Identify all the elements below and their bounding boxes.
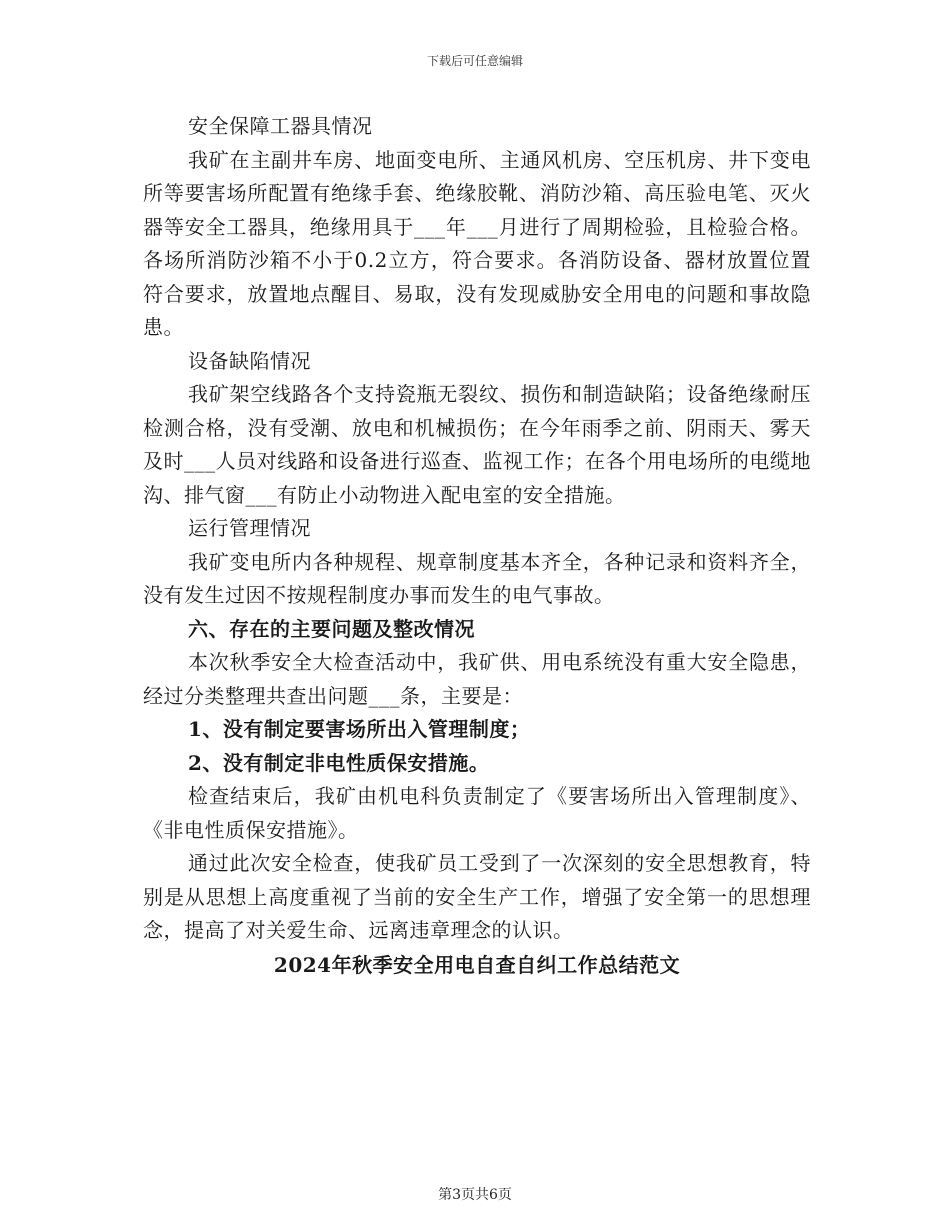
page-number: 第3页共6页	[438, 1187, 512, 1203]
paragraph-conclusion: 通过此次安全检查，使我矿员工受到了一次深刻的安全思想教育，特别是从思想上高度重视了当前的安全生产工作，增强了安全第一的思想理念，提高了对关爱生命、远离违章理念的认识。	[143, 851, 811, 942]
next-document-title: 2024年秋季安全用电自查自纠工作总结范文	[273, 952, 681, 977]
section-heading-problems: 六、存在的主要问题及整改情况	[188, 616, 475, 641]
paragraph-defects-body: 我矿架空线路各个支持瓷瓶无裂纹、损伤和制造缺陷；设备绝缘耐压检测合格，没有受潮、放电和机械损伤；在今年雨季之前、阴雨天、雾天及时___人员对线路和设备进行巡查、监视工作；在各个用电场所的电缆地沟、排气窗___有防止小动物进入配电室的安全措施。	[143, 382, 811, 507]
paragraph-defects-heading: 设备缺陷情况	[188, 348, 311, 373]
paragraph-operation-heading: 运行管理情况	[188, 516, 311, 540]
paragraph-rectification: 检查结束后，我矿由机电科负责制定了《要害场所出入管理制度》、《非电性质保安措施》。	[143, 784, 811, 842]
paragraph-operation-body: 我矿变电所内各种规程、规章制度基本齐全，各种记录和资料齐全，没有发生过因不按规程制度办事而发生的电气事故。	[143, 549, 811, 607]
paragraph-problems-intro: 本次秋季安全大检查活动中，我矿供、用电系统没有重大安全隐患，经过分类整理共查出问题___条，主要是：	[143, 650, 811, 708]
problem-item-2: 2、没有制定非电性质保安措施。	[188, 750, 490, 775]
page-header-note: 下载后可任意编辑	[426, 54, 523, 68]
problem-item-1: 1、没有制定要害场所出入管理制度；	[188, 717, 531, 741]
paragraph-tools-heading: 安全保障工器具情况	[188, 114, 373, 138]
paragraph-tools-body: 我矿在主副井车房、地面变电所、主通风机房、空压机房、井下变电所等要害场所配置有绝缘手套、绝缘胶靴、消防沙箱、高压验电笔、灭火器等安全工器具，绝缘用具于___年___月进行了周期检验，且检验合格。各场所消防沙箱不小于0.2立方，符合要求。各消防设备、器材放置位置符合要求，放置地点醒目、易取，没有发现威胁安全用电的问题和事故隐患。	[143, 147, 811, 339]
document-body	[143, 110, 811, 982]
